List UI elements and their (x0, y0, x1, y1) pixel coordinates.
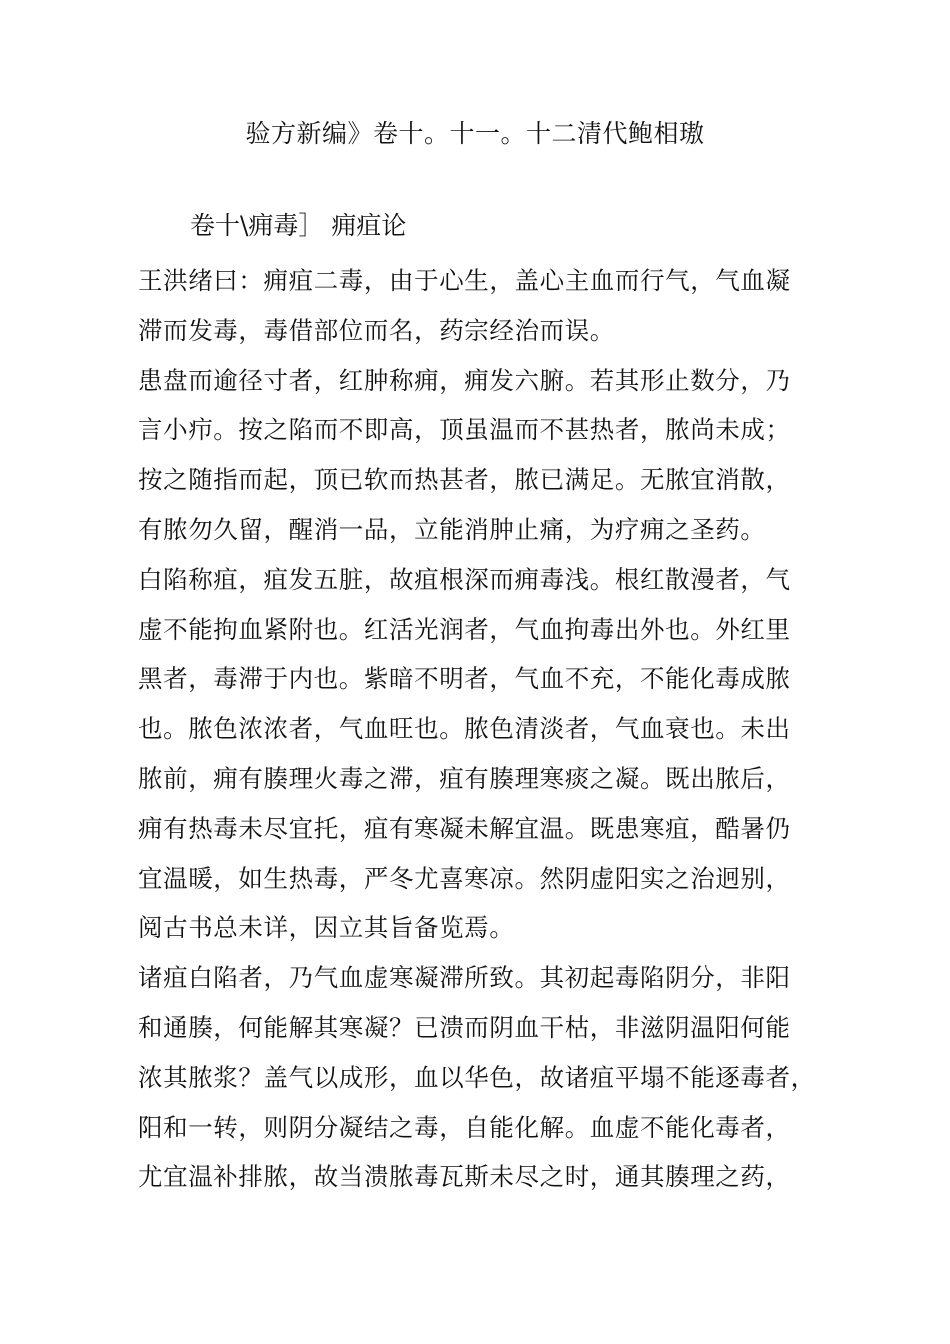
text-line: 浓其脓浆？盖气以成形，血以华色，故诸疽平塌不能逐毒者， (138, 1062, 816, 1092)
text-line: 尤宜温补排脓，故当溃脓毒瓦斯未尽之时，通其腠理之药， (138, 1162, 791, 1192)
text-line: 有脓勿久留，醒消一品，立能消肿止痛，为疗痈之圣药。 (138, 514, 766, 544)
text-line: 和通腠，何能解其寒凝？已溃而阴血干枯，非滋阴温阳何能 (138, 1012, 791, 1042)
text-line: 脓前，痈有腠理火毒之滞，疽有腠理寒痰之凝。既出脓后， (138, 763, 791, 793)
text-line: 阅古书总未详，因立其旨备览焉。 (138, 913, 515, 943)
section-heading: 卷十\痈毒］ 痈疽论 (190, 211, 407, 240)
text-line: 宜温暖，如生热毒，严冬尤喜寒凉。然阴虚阳实之治迥别， (138, 863, 791, 893)
text-line: 诸疽白陷者，乃气血虚寒凝滞所致。其初起毒陷阴分，非阳 (138, 963, 791, 993)
text-line: 阳和一转，则阴分凝结之毒，自能化解。血虚不能化毒者， (138, 1112, 791, 1142)
text-line: 也。脓色浓浓者，气血旺也。脓色清淡者，气血衰也。未出 (138, 714, 791, 744)
text-line: 虚不能拘血紧附也。红活光润者，气血拘毒出外也。外红里 (138, 614, 791, 644)
text-line: 言小疖。按之陷而不即高，顶虽温而不甚热者，脓尚未成； (138, 415, 791, 445)
text-line: 黑者，毒滞于内也。紫暗不明者，气血不充，不能化毒成脓 (138, 664, 791, 694)
text-line: 王洪绪曰：痈疽二毒，由于心生，盖心主血而行气，气血凝 (138, 266, 791, 295)
text-line: 白陷称疽，疽发五脏，故疽根深而痈毒浅。根红散漫者，气 (138, 564, 791, 594)
text-line: 滞而发毒，毒借部位而名，药宗经治而误。 (138, 315, 615, 345)
document-title: 验方新编》卷十。十一。十二清代鲍相璈 (245, 119, 705, 148)
body-text (138, 256, 818, 1202)
text-line: 痈有热毒未尽宜托，疽有寒凝未解宜温。既患寒疽，酷暑仍 (138, 813, 791, 843)
text-line: 患盘而逾径寸者，红肿称痈，痈发六腑。若其形止数分，乃 (138, 365, 791, 395)
text-line: 按之随指而起，顶已软而热甚者，脓已满足。无脓宜消散， (138, 465, 791, 495)
